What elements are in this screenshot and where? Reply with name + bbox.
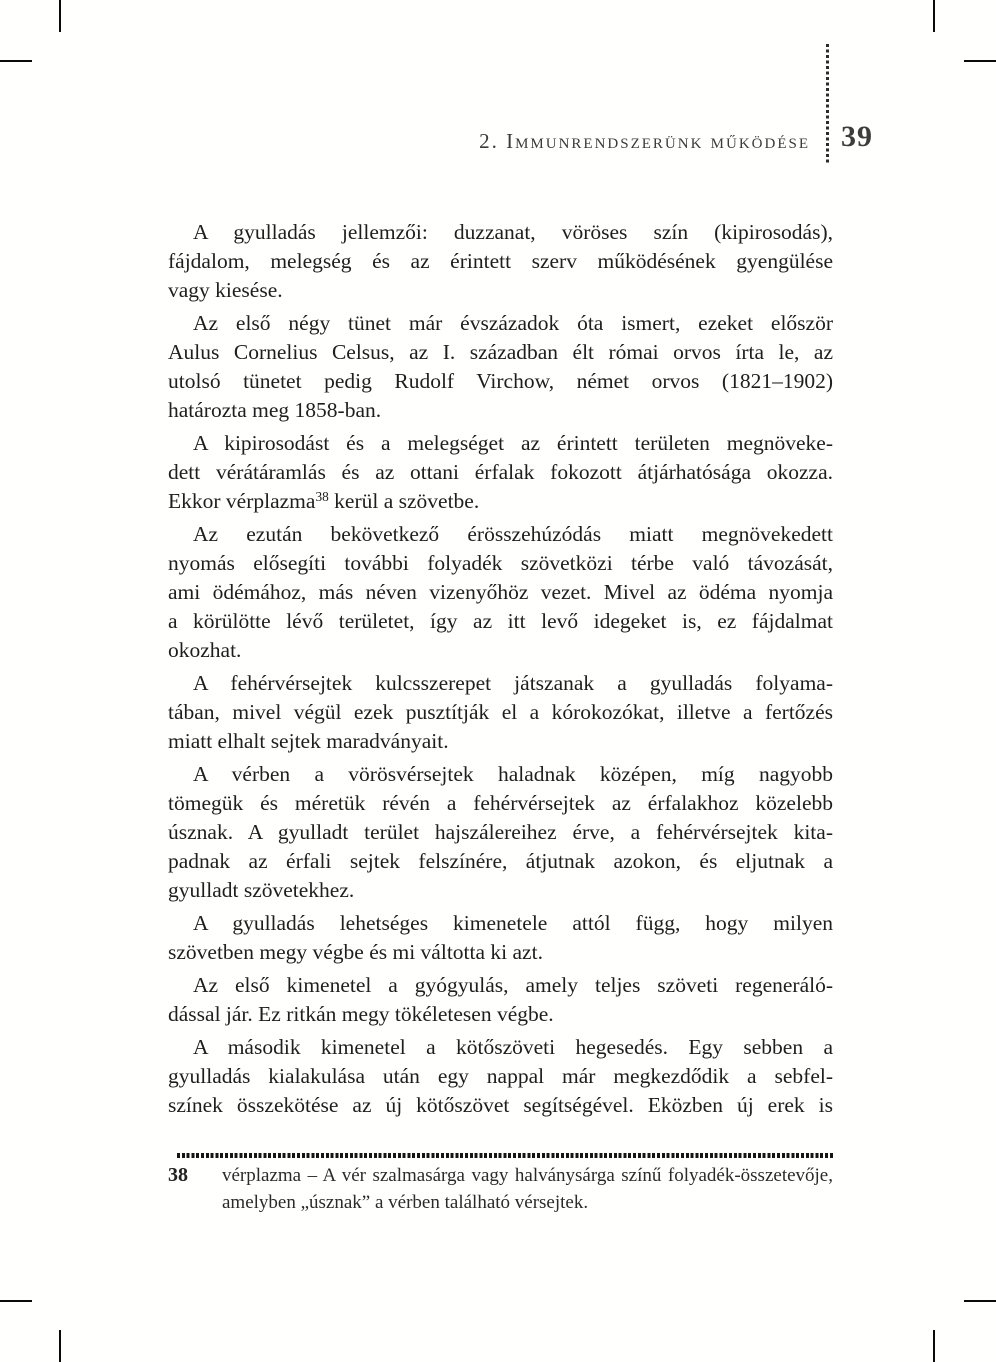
page-number: 39 <box>841 120 873 153</box>
footnote-row <box>168 1162 833 1216</box>
text-line: A vérben a vörösvérsejtek haladnak középen, míg nagyobb <box>193 762 833 786</box>
paragraph <box>168 520 833 665</box>
text-line: okozhat. <box>168 638 242 662</box>
text-line: úsznak. A gyulladt terület hajszálereihez érve, a fehérvérsejtek kita- <box>168 820 833 844</box>
text-line: A kipirosodást és a melegséget az érintett területen megnöveke- <box>193 431 833 455</box>
footnote-dotted-rule <box>177 1153 833 1158</box>
text-line: A második kimenetel a kötőszöveti hegesedés. Egy sebben a <box>193 1035 833 1059</box>
crop-mark-bottom-left-horizontal <box>0 1300 32 1302</box>
crop-mark-top-right-horizontal <box>964 60 996 62</box>
paragraph <box>168 971 833 1029</box>
crop-mark-top-left-horizontal <box>0 60 32 62</box>
text-line: A gyulladás lehetséges kimenetele attól függ, hogy milyen <box>193 911 833 935</box>
paragraph <box>168 909 833 967</box>
paragraph <box>168 1033 833 1120</box>
text-line: miatt elhalt sejtek maradványait. <box>168 729 449 753</box>
text-line: A fehérvérsejtek kulcsszerepet játszanak a gyulladás folyama- <box>193 671 833 695</box>
paragraph <box>168 760 833 905</box>
footnote-text <box>222 1162 833 1216</box>
footnote-marker: 38 <box>168 1164 188 1186</box>
paragraph <box>168 218 833 305</box>
footnote-reference: 38 <box>315 489 329 504</box>
text-line: ami ödémához, más néven vizenyőhöz vezet. Mivel az ödéma nyomja <box>168 580 833 604</box>
text-line: padnak az érfali sejtek felszínére, átjutnak azokon, és eljutnak a <box>168 849 833 873</box>
text-line: határozta meg 1858-ban. <box>168 398 382 422</box>
text-line: dással jár. Ez ritkán megy tökéletesen végbe. <box>168 1002 554 1026</box>
text-line: tömegük és méretük révén a fehérvérsejtek az érfalakhoz közelebb <box>168 791 833 815</box>
text-line: színek összekötése az új kötőszövet segítségével. Eközben új erek is <box>168 1093 833 1117</box>
text-line: nyomás elősegíti további folyadék szövetközi térbe való távozását, <box>168 551 833 575</box>
text-line: utolsó tünetet pedig Rudolf Virchow, német orvos (1821–1902) <box>168 369 833 393</box>
footnote <box>168 1153 833 1216</box>
text-line: vérplazma – A vér szalmasárga vagy halványsárga színű folyadék-összetevője, <box>222 1165 833 1186</box>
crop-mark-bottom-right-vertical <box>933 1330 935 1362</box>
crop-mark-bottom-right-horizontal <box>964 1300 996 1302</box>
paragraph <box>168 669 833 756</box>
text-line: gyulladt szövetekhez. <box>168 878 355 902</box>
text-line: Aulus Cornelius Celsus, az I. században élt római orvos írta le, az <box>168 340 833 364</box>
text-line: fájdalom, melegség és az érintett szerv működésének gyengülése <box>168 249 833 273</box>
text-line: vagy kiesése. <box>168 278 283 302</box>
crop-mark-top-right-vertical <box>933 0 935 32</box>
text-line: amelyben „úsznak” a vérben található vérsejtek. <box>222 1192 589 1213</box>
text-line: Ekkor vérplazma$^{38}$ kerül a szövetbe. <box>168 489 480 513</box>
crop-mark-bottom-left-vertical <box>59 1330 61 1362</box>
body-text <box>168 218 833 1120</box>
text-line: dett vérátáramlás és az ottani érfalak fokozott átjárhatósága okozza. <box>168 460 833 484</box>
text-line: Az első kimenetel a gyógyulás, amely teljes szöveti regeneráló- <box>193 973 833 997</box>
text-line: gyulladás kialakulása után egy nappal már megkezdődik a sebfel- <box>168 1064 833 1088</box>
text-line: A gyulladás jellemzői: duzzanat, vöröses szín (kipirosodás), <box>193 220 833 244</box>
paragraph <box>168 309 833 425</box>
text-line: tában, mivel végül ezek pusztítják el a kórokozókat, illetve a fertőzés <box>168 700 833 724</box>
running-header-title: 2. Immunrendszerünk működése <box>479 129 810 153</box>
paragraph <box>168 429 833 516</box>
header-dotted-divider <box>826 44 829 164</box>
text-line: a körülötte lévő területet, így az itt levő idegeket is, ez fájdalmat <box>168 609 833 633</box>
text-line: Az első négy tünet már évszázadok óta ismert, ezeket először <box>193 311 833 335</box>
text-line: szövetben megy végbe és mi váltotta ki azt. <box>168 940 543 964</box>
text-line: Az ezután bekövetkező érösszehúzódás miatt megnövekedett <box>193 522 833 546</box>
crop-mark-top-left-vertical <box>59 0 61 32</box>
